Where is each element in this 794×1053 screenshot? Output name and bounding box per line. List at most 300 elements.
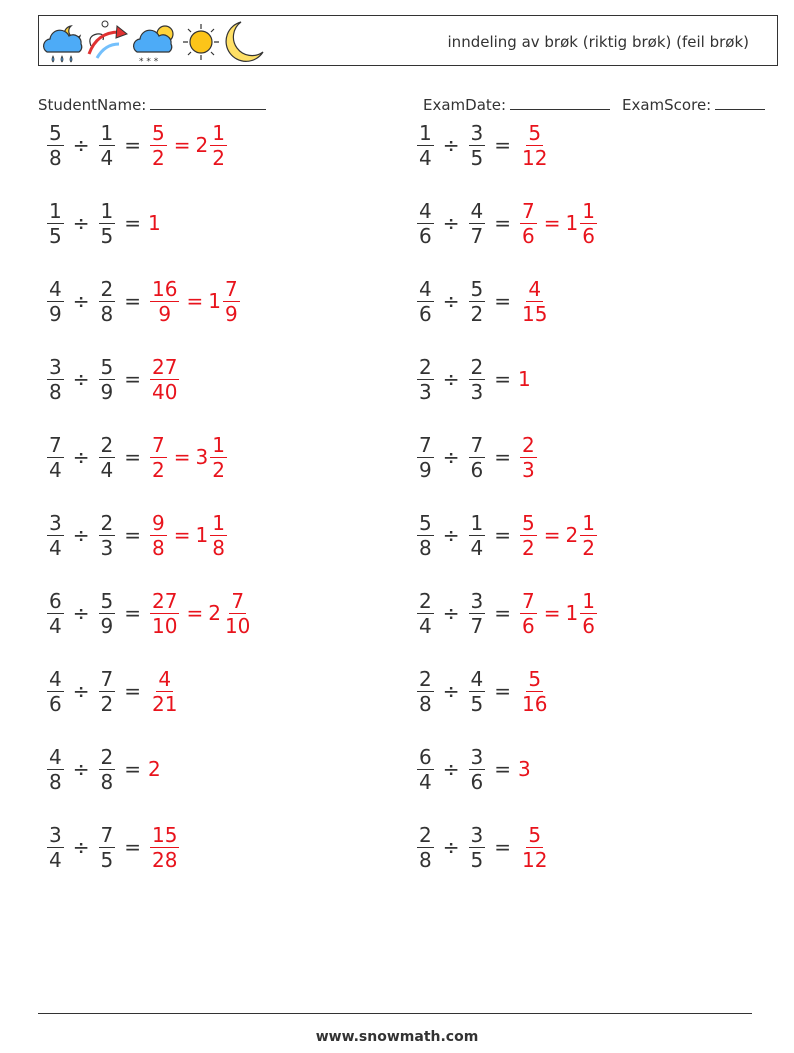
numerator: 3 [470,822,484,847]
answer-integer: 2 [148,757,161,781]
exam-date-line[interactable] [510,94,610,110]
divide-sign: ÷ [442,367,460,391]
dividend-fraction [47,277,64,326]
mixed-whole: 1 [195,523,209,547]
mixed-whole: 2 [208,601,221,625]
numerator: 1 [100,198,114,223]
equals-sign: = [494,601,511,625]
numerator: 6 [419,744,432,769]
denominator: 5 [470,145,484,170]
mixed-fraction [580,199,597,248]
numerator: 16 [152,276,178,301]
denominator: 6 [582,613,595,638]
numerator: 1 [212,510,225,535]
divide-sign: ÷ [442,289,460,313]
answer-equals-sign: = [173,523,191,547]
dividend-fraction [417,433,434,482]
problem-item [45,507,229,563]
denominator: 5 [49,223,62,248]
denominator: 5 [100,223,114,248]
numerator: 7 [49,432,62,457]
answer-fraction [520,667,549,716]
answer-fraction [150,433,167,482]
denominator: 2 [522,535,535,560]
denominator: 8 [49,145,62,170]
equals-sign: = [124,289,141,313]
answer [518,667,551,716]
numerator: 2 [419,588,432,613]
denominator: 6 [522,613,535,638]
svg-text:* * *: * * * [139,57,159,65]
numerator: 5 [528,120,542,145]
numerator: 4 [419,198,432,223]
denominator: 16 [522,691,548,716]
answer-fraction [150,589,179,638]
numerator: 1 [212,432,225,457]
divisor-fraction [469,823,486,872]
mixed-fraction [223,589,252,638]
denominator: 6 [419,223,432,248]
mixed-fraction [580,511,597,560]
denominator: 3 [470,379,484,404]
exam-score-label: ExamScore: [622,96,712,114]
denominator: 15 [522,301,548,326]
denominator: 12 [522,145,548,170]
answer [148,121,229,170]
problem-item [415,351,531,407]
worksheet-title: inndeling av brøk (riktig brøk) (feil brøk) [447,33,749,51]
mixed-fraction [210,433,227,482]
answer [518,757,531,781]
divide-sign: ÷ [72,133,90,157]
answer [148,589,254,638]
answer-fraction [520,511,537,560]
numerator: 5 [152,120,165,145]
numerator: 4 [49,276,62,301]
problem-item [45,195,161,251]
divisor-fraction [469,121,486,170]
problem-item [45,585,254,641]
divisor-fraction [99,433,116,482]
answer-integer: 1 [148,211,161,235]
divisor-fraction [99,511,116,560]
numerator: 2 [100,276,114,301]
equals-sign: = [124,523,141,547]
equals-sign: = [124,445,141,469]
divide-sign: ÷ [442,601,460,625]
denominator: 4 [100,145,114,170]
numerator: 4 [470,198,484,223]
answer-equals-sign: = [543,523,561,547]
dividend-fraction [47,433,64,482]
numerator: 27 [152,588,178,613]
answer [518,367,531,391]
problem-item [415,585,599,641]
denominator: 7 [470,223,484,248]
answer [148,667,181,716]
numerator: 1 [582,198,595,223]
answer-fraction [150,823,179,872]
numerator: 7 [470,432,484,457]
dividend-fraction [417,823,434,872]
numerator: 3 [470,588,484,613]
denominator: 10 [152,613,178,638]
problem-item [45,117,229,173]
dividend-fraction [47,121,64,170]
numerator: 2 [419,666,432,691]
denominator: 4 [419,613,432,638]
denominator: 6 [49,691,62,716]
dividend-fraction [47,589,64,638]
answer-fraction [150,667,179,716]
denominator: 9 [49,301,62,326]
divide-sign: ÷ [442,133,460,157]
numerator: 2 [419,822,432,847]
numerator: 7 [419,432,432,457]
mixed-whole: 1 [208,289,221,313]
denominator: 4 [49,457,62,482]
dividend-fraction [417,121,434,170]
answer [148,277,242,326]
equals-sign: = [494,679,511,703]
numerator: 2 [522,432,535,457]
divide-sign: ÷ [72,835,90,859]
answer-integer: 1 [518,367,531,391]
answer-equals-sign: = [173,133,191,157]
answer [148,511,229,560]
numerator: 5 [470,276,484,301]
denominator: 21 [152,691,178,716]
divisor-fraction [99,121,116,170]
denominator: 4 [49,847,62,872]
answer-equals-sign: = [543,601,561,625]
footer-url: www.snowmath.com [315,1029,479,1045]
denominator: 8 [49,379,62,404]
answer [518,433,539,482]
mixed-whole: 1 [565,211,579,235]
dividend-fraction [417,589,434,638]
weather-icons [41,18,267,65]
numerator: 6 [49,588,62,613]
denominator: 8 [419,691,432,716]
denominator: 12 [522,847,548,872]
exam-date-label: ExamDate: [423,96,507,114]
snow-cloud-sun-icon [134,26,173,65]
problem-item [45,663,181,719]
numerator: 7 [522,198,535,223]
denominator: 4 [470,535,484,560]
denominator: 2 [152,457,165,482]
equals-sign: = [494,757,511,781]
student-name-label: StudentName: [38,96,147,114]
problem-item [415,741,531,797]
answer [518,511,599,560]
denominator: 5 [470,691,484,716]
mixed-whole: 3 [195,445,209,469]
denominator: 8 [419,847,432,872]
denominator: 6 [419,301,432,326]
denominator: 4 [49,613,62,638]
divisor-fraction [99,823,116,872]
dividend-fraction [47,667,64,716]
answer-fraction [520,589,537,638]
answer [148,823,181,872]
numerator: 7 [100,666,114,691]
numerator: 7 [522,588,535,613]
denominator: 6 [470,457,484,482]
divide-sign: ÷ [442,679,460,703]
answer-equals-sign: = [543,211,561,235]
divide-sign: ÷ [72,211,90,235]
divisor-fraction [469,511,486,560]
numerator: 4 [470,666,484,691]
divide-sign: ÷ [72,601,90,625]
header-box [38,15,778,66]
divisor-fraction [99,199,116,248]
numerator: 2 [419,354,432,379]
numerator: 2 [100,432,114,457]
numerator: 7 [231,588,245,613]
denominator: 2 [152,145,165,170]
divide-sign: ÷ [72,679,90,703]
denominator: 9 [100,613,114,638]
divide-sign: ÷ [442,523,460,547]
answer-fraction [520,433,537,482]
answer [518,589,599,638]
denominator: 3 [522,457,535,482]
denominator: 8 [100,301,114,326]
equals-sign: = [124,679,141,703]
numerator: 1 [49,198,62,223]
problem-item [45,429,229,485]
numerator: 4 [528,276,542,301]
equals-sign: = [124,601,141,625]
dividend-fraction [47,355,64,404]
denominator: 5 [100,847,114,872]
answer [148,211,161,235]
problem-item [415,273,551,329]
problem-item [45,351,181,407]
numerator: 4 [49,666,62,691]
answer [518,823,551,872]
denominator: 8 [49,769,62,794]
divisor-fraction [469,433,486,482]
equals-sign: = [124,211,141,235]
denominator: 2 [582,535,595,560]
divisor-fraction [99,277,116,326]
numerator: 2 [100,510,114,535]
denominator: 28 [152,847,178,872]
numerator: 9 [152,510,165,535]
dividend-fraction [47,199,64,248]
divide-sign: ÷ [442,445,460,469]
equals-sign: = [124,835,141,859]
numerator: 1 [582,588,595,613]
denominator: 4 [419,145,432,170]
denominator: 4 [419,769,432,794]
divisor-fraction [99,355,116,404]
divisor-fraction [469,745,486,794]
answer-fraction [520,277,549,326]
numerator: 4 [49,744,62,769]
mixed-fraction [223,277,240,326]
mixed-whole: 2 [195,133,209,157]
denominator: 3 [100,535,114,560]
mixed-fraction [210,511,227,560]
numerator: 3 [470,120,484,145]
divisor-fraction [99,745,116,794]
student-name-line[interactable] [150,94,266,110]
equals-sign: = [494,835,511,859]
numerator: 4 [419,276,432,301]
divide-sign: ÷ [442,211,460,235]
exam-date-field [423,94,610,114]
equals-sign: = [124,367,141,391]
problem-item [45,741,161,797]
answer [148,433,229,482]
dividend-fraction [417,745,434,794]
numerator: 5 [522,510,535,535]
denominator: 10 [224,613,251,638]
denominator: 2 [212,145,225,170]
sun-icon [183,24,219,60]
denominator: 8 [100,769,114,794]
answer-fraction [150,121,167,170]
denominator: 40 [152,379,178,404]
problem-item [415,507,599,563]
numerator: 1 [100,120,114,145]
equals-sign: = [494,211,511,235]
moon-icon [226,22,263,61]
numerator: 7 [152,432,165,457]
dividend-fraction [47,511,64,560]
denominator: 2 [212,457,225,482]
answer-fraction [520,823,549,872]
numerator: 3 [49,354,62,379]
denominator: 8 [419,535,432,560]
numerator: 27 [152,354,178,379]
problem-item [415,429,539,485]
denominator: 9 [158,301,172,326]
denominator: 7 [470,613,484,638]
equals-sign: = [494,367,511,391]
mixed-whole: 2 [565,523,579,547]
numerator: 3 [49,822,62,847]
answer-equals-sign: = [186,289,204,313]
student-name-field [38,94,266,114]
denominator: 8 [212,535,225,560]
equals-sign: = [494,523,511,547]
numerator: 1 [470,510,484,535]
wind-rainbow-icon [89,21,127,58]
answer [518,121,551,170]
divide-sign: ÷ [72,367,90,391]
problem-item [415,663,551,719]
denominator: 5 [470,847,484,872]
divisor-fraction [99,667,116,716]
problem-item [45,819,181,875]
dividend-fraction [47,823,64,872]
denominator: 9 [419,457,432,482]
mixed-fraction [210,121,227,170]
exam-score-field [622,94,765,114]
denominator: 8 [152,535,165,560]
footer-divider [38,1013,752,1014]
numerator: 3 [470,744,484,769]
numerator: 4 [158,666,172,691]
denominator: 4 [49,535,62,560]
dividend-fraction [417,511,434,560]
denominator: 9 [100,379,114,404]
denominator: 4 [100,457,114,482]
divide-sign: ÷ [72,523,90,547]
divisor-fraction [469,667,486,716]
denominator: 6 [522,223,535,248]
divide-sign: ÷ [442,757,460,781]
mixed-fraction [580,589,597,638]
dividend-fraction [417,667,434,716]
equals-sign: = [494,289,511,313]
divisor-fraction [469,277,486,326]
numerator: 2 [100,744,114,769]
answer [518,199,599,248]
numerator: 5 [100,354,114,379]
denominator: 3 [419,379,432,404]
mixed-whole: 1 [565,601,579,625]
equals-sign: = [124,133,141,157]
divisor-fraction [469,355,486,404]
divisor-fraction [469,589,486,638]
numerator: 7 [224,276,238,301]
divide-sign: ÷ [72,757,90,781]
numerator: 3 [49,510,62,535]
dividend-fraction [47,745,64,794]
numerator: 7 [100,822,114,847]
numerator: 5 [528,822,542,847]
equals-sign: = [494,445,511,469]
denominator: 9 [224,301,238,326]
exam-score-line[interactable] [715,94,765,110]
divide-sign: ÷ [72,289,90,313]
denominator: 2 [470,301,484,326]
equals-sign: = [124,757,141,781]
answer-fraction [150,355,179,404]
numerator: 5 [419,510,432,535]
numerator: 1 [582,510,595,535]
answer-equals-sign: = [173,445,191,469]
divide-sign: ÷ [442,835,460,859]
answer [148,757,161,781]
numerator: 2 [470,354,484,379]
problem-item [415,117,551,173]
equals-sign: = [494,133,511,157]
problem-item [45,273,242,329]
answer [148,355,181,404]
numerator: 1 [212,120,225,145]
answer-fraction [150,277,179,326]
denominator: 6 [470,769,484,794]
numerator: 5 [100,588,114,613]
divisor-fraction [469,199,486,248]
numerator: 15 [152,822,178,847]
answer-fraction [520,199,537,248]
answer-equals-sign: = [186,601,204,625]
divide-sign: ÷ [72,445,90,469]
denominator: 6 [582,223,595,248]
answer-fraction [520,121,549,170]
rain-cloud-moon-icon [44,26,82,62]
dividend-fraction [417,355,434,404]
